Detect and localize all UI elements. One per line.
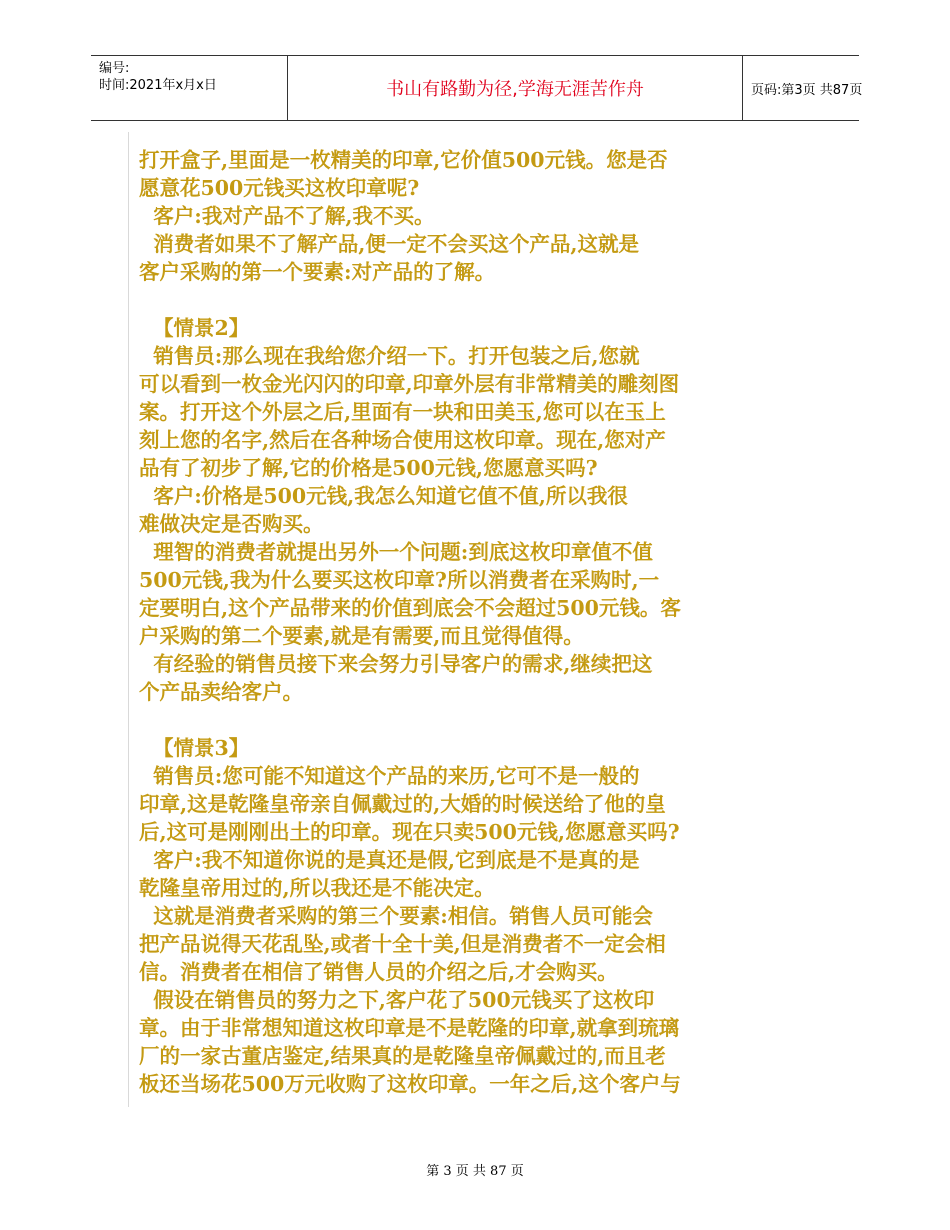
body-line: 可以看到一枚金光闪闪的印章,印章外层有非常精美的雕刻图 [139,372,680,396]
page-header [91,55,863,121]
section-heading: 【情景3】 [153,736,250,760]
body-line: 户采购的第二个要素,就是有需要,而且觉得值得。 [139,624,584,648]
page-footer: 第 3 页 共 87 页 [426,1164,524,1179]
time-label: 时间:2021年x月x日 [99,78,217,93]
body-line: 刻上您的名字,然后在各种场合使用这枚印章。现在,您对产 [139,428,666,452]
header-motto: 书山有路勤为径,学海无涯苦作舟 [287,56,743,120]
body-line: 打开盒子,里面是一枚精美的印章,它价值500元钱。您是否 [139,148,668,172]
margin-rule [128,132,129,1107]
body-line: 有经验的销售员接下来会努力引导客户的需求,继续把这 [139,652,653,676]
body-line: 板还当场花500万元收购了这枚印章。一年之后,这个客户与 [139,1072,681,1096]
body-line: 定要明白,这个产品带来的价值到底会不会超过500元钱。客 [139,596,681,620]
body-line: 把产品说得天花乱坠,或者十全十美,但是消费者不一定会相 [139,932,666,956]
body-line: 客户:我不知道你说的是真还是假,它到底是不是真的是 [139,848,640,872]
body-line: 信。消费者在相信了销售人员的介绍之后,才会购买。 [139,960,618,984]
body-line: 500元钱,我为什么要买这枚印章?所以消费者在采购时,一 [139,568,660,592]
body-line: 厂的一家古董店鉴定,结果真的是乾隆皇帝佩戴过的,而且老 [139,1044,666,1068]
section-heading: 【情景2】 [153,316,250,340]
body-line: 印章,这是乾隆皇帝亲自佩戴过的,大婚的时候送给了他的皇 [139,792,666,816]
body-line: 消费者如果不了解产品,便一定不会买这个产品,这就是 [139,232,640,256]
body-line: 章。由于非常想知道这枚印章是不是乾隆的印章,就拿到琉璃 [139,1016,680,1040]
body-line: 后,这可是刚刚出土的印章。现在只卖500元钱,您愿意买吗? [139,820,680,844]
body-line: 案。打开这个外层之后,里面有一块和田美玉,您可以在玉上 [139,400,666,424]
body-line: 销售员:那么现在我给您介绍一下。打开包装之后,您就 [139,344,640,368]
body-line: 假设在销售员的努力之下,客户花了500元钱买了这枚印 [139,988,655,1012]
body-line: 销售员:您可能不知道这个产品的来历,它可不是一般的 [139,764,640,788]
body-line: 客户:我对产品不了解,我不买。 [139,204,435,228]
document-body [139,146,819,1098]
body-line: 这就是消费者采购的第三个要素:相信。销售人员可能会 [139,904,653,928]
header-page-code: 页码:第3页 共87页 [751,82,863,98]
number-label: 编号: [99,61,130,76]
body-line: 客户采购的第一个要素:对产品的了解。 [139,260,496,284]
body-line: 乾隆皇帝用过的,所以我还是不能决定。 [139,876,495,900]
blank-line [139,706,819,734]
body-line: 品有了初步了解,它的价格是500元钱,您愿意买吗? [139,456,598,480]
body-line: 愿意花500元钱买这枚印章呢? [139,176,420,200]
body-line: 难做决定是否购买。 [139,512,324,536]
body-line: 理智的消费者就提出另外一个问题:到底这枚印章值不值 [139,540,653,564]
body-line: 个产品卖给客户。 [139,680,303,704]
header-meta [91,56,287,120]
body-line: 客户:价格是500元钱,我怎么知道它值不值,所以我很 [139,484,628,508]
blank-line [139,286,819,314]
